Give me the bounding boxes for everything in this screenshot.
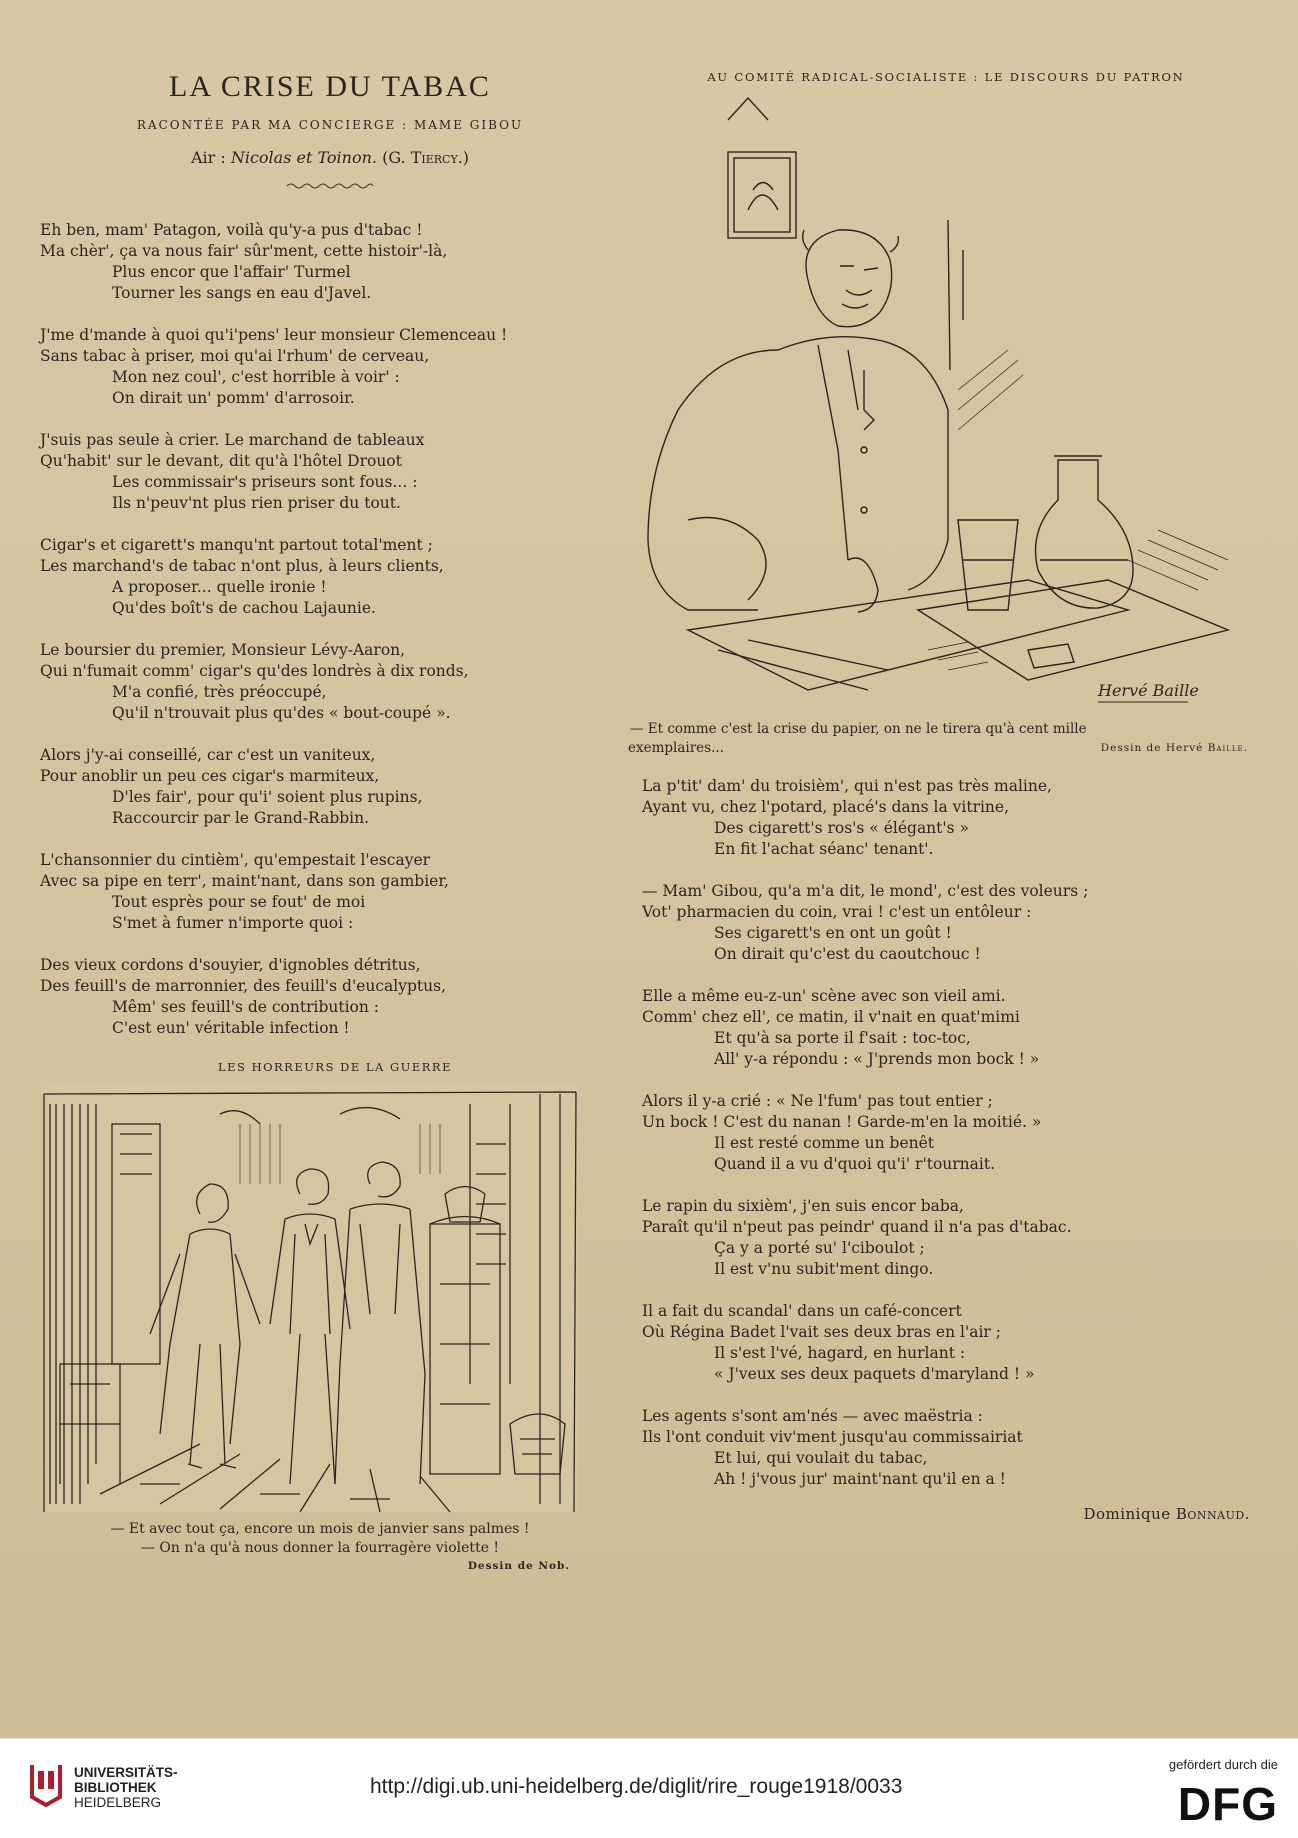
footer-bar: [0, 1738, 1298, 1838]
dfg-logo: DFG: [1177, 1778, 1278, 1830]
right-section-header: AU COMITÉ RADICAL-SOCIALISTE : LE DISCOURS DU PATRON: [707, 70, 1185, 84]
verse-line: Ils n'peuv'nt plus rien priser du tout.: [112, 494, 401, 512]
verse-line: Des vieux cordons d'souyier, d'ignobles détritus,: [40, 956, 421, 974]
subtitle: RACONTÉE PAR MA CONCIERGE : MAME GIBOU: [136, 118, 524, 132]
air-author-close: .): [457, 148, 470, 167]
artist-signature: Hervé Baille: [1098, 681, 1199, 700]
verse-line: L'chansonnier du cintièm', qu'empestait l'escayer: [40, 851, 431, 869]
war-credit: Dessin de Nob.: [467, 1560, 570, 1572]
verse-line: Plus encor que l'affair' Turmel: [112, 263, 351, 281]
stanza: [642, 986, 1268, 1070]
verse-line: Il est v'nu subit'ment dingo.: [714, 1260, 934, 1278]
air-author-open: (G.: [376, 148, 411, 167]
verse-line: J'suis pas seule à crier. Le marchand de tableaux: [40, 431, 425, 449]
stanza: [40, 430, 600, 514]
verse-line: Il est resté comme un benêt: [714, 1134, 935, 1152]
patron-caption: [628, 720, 1268, 758]
verse-line: Quand il a vu d'quoi qu'i' r'tournait.: [714, 1155, 996, 1173]
war-caption-line-1: — Et avec tout ça, encore un mois de janvier sans palmes !: [110, 1521, 530, 1537]
stanza: [642, 1406, 1268, 1490]
verse-line: All' y-a répondu : « J'prends mon bock ! »: [714, 1050, 1040, 1068]
verse-line: La p'tit' dam' du troisièm', qui n'est pas très maline,: [642, 777, 1052, 795]
verse-line: Et qu'à sa porte il f'sait : toc-toc,: [714, 1029, 971, 1047]
stanza: [642, 881, 1268, 965]
verse-line: En fit l'achat séanc' tenant'.: [714, 840, 934, 858]
verse-line: Ils l'ont conduit viv'ment jusqu'au commissairiat: [642, 1428, 1023, 1446]
stanza: [40, 745, 600, 829]
verse-line: Et lui, qui voulait du tabac,: [714, 1449, 928, 1467]
verse-line: Les marchand's de tabac n'ont plus, à leurs clients,: [40, 557, 444, 575]
war-caption-line-2: — On n'a qu'à nous donner la fourragère violette !: [140, 1540, 500, 1556]
verse-line: Qu'des boît's de cachou Lajaunie.: [112, 599, 376, 617]
left-column: [40, 70, 600, 1572]
author-last-name: Bonnaud: [1175, 1505, 1245, 1523]
swash-ornament: [60, 175, 600, 194]
stanza: [40, 640, 600, 724]
verse-line: M'a confié, très préoccupé,: [112, 683, 327, 701]
war-illustration-header: LES HORREURS DE LA GUERRE: [218, 1060, 452, 1074]
patron-credit-name: Baille: [1207, 742, 1244, 754]
institution-line-3: HEIDELBERG: [74, 1795, 162, 1810]
verse-line: Cigar's et cigarett's manqu'nt partout total'ment ;: [40, 536, 433, 554]
institution-line-1: UNIVERSITÄTS-: [74, 1765, 178, 1780]
patron-caption-line-2: exemplaires...: [628, 740, 724, 756]
institution-name: [74, 1765, 178, 1810]
verse-line: C'est eun' véritable infection !: [112, 1019, 350, 1037]
verse-line: « J'veux ses deux paquets d'maryland ! »: [714, 1365, 1035, 1383]
patron-credit-suffix: .: [1243, 742, 1248, 754]
verse-line: Ayant vu, chez l'potard, placé's dans la vitrine,: [642, 798, 1010, 816]
institution-line-2: BIBLIOTHEK: [74, 1780, 157, 1795]
patron-caption-row-2: [628, 739, 1268, 758]
author-first-name: Dominique: [1083, 1505, 1176, 1523]
verse-line: Il a fait du scandal' dans un café-concert: [642, 1302, 962, 1320]
verse-line: Avec sa pipe en terr', maint'nant, dans son gambier,: [40, 872, 449, 890]
university-logo-icon: [26, 1761, 66, 1811]
verse-line: Qu'habit' sur le devant, dit qu'à l'hôtel Drouot: [40, 452, 402, 470]
verse-line: Mêm' ses feuill's de contribution :: [112, 998, 380, 1016]
verse-line: D'les fair', pour qu'i' soient plus rupins,: [112, 788, 423, 806]
right-column: [628, 70, 1268, 1523]
verse-line: Les commissair's priseurs sont fous... :: [112, 473, 418, 491]
air-song: Nicolas et Toinon.: [230, 148, 377, 167]
air-author: Tiercy: [410, 148, 458, 167]
verse-line: Vot' pharmacien du coin, vrai ! c'est un entôleur :: [642, 903, 1032, 921]
verse-line: Alors j'y-ai conseillé, car c'est un vaniteux,: [40, 746, 376, 764]
funding-note: gefördert durch die: [1168, 1757, 1278, 1772]
air-prefix: Air :: [190, 148, 231, 167]
verse-line: Un bock ! C'est du nanan ! Garde-m'en la moitié. »: [642, 1113, 1042, 1131]
poem-left: [40, 220, 600, 1039]
verse-line: Des cigarett's ros's « élégant's »: [714, 819, 970, 837]
verse-line: A proposer... quelle ironie !: [112, 578, 327, 596]
stanza: [40, 535, 600, 619]
verse-line: Ah ! j'vous jur' maint'nant qu'il en a !: [714, 1470, 1006, 1488]
verse-line: Ma chèr', ça va nous fair' sûr'ment, cette histoir'-là,: [40, 242, 448, 260]
stanza: [40, 850, 600, 934]
verse-line: Ses cigarett's en ont un goût !: [714, 924, 952, 942]
verse-line: — Mam' Gibou, qu'a m'a dit, le mond', c'est des voleurs ;: [642, 882, 1089, 900]
verse-line: Qu'il n'trouvait plus qu'des « bout-coupé ».: [112, 704, 451, 722]
stanza: [642, 776, 1268, 860]
verse-line: Les agents s'sont am'nés — avec maëstria :: [642, 1407, 983, 1425]
poem-right: [642, 776, 1268, 1490]
stanza: [642, 1196, 1268, 1280]
permalink-url[interactable]: http://digi.ub.uni-heidelberg.de/diglit/rire_rouge1918/0033: [370, 1775, 903, 1798]
author-signature: [628, 1505, 1250, 1523]
verse-line: Alors il y-a crié : « Ne l'fum' pas tout entier ;: [642, 1092, 993, 1110]
patron-illustration: [628, 90, 1268, 710]
stanza: [642, 1301, 1268, 1385]
verse-line: Paraît qu'il n'peut pas peindr' quand il n'a pas d'tabac.: [642, 1218, 1072, 1236]
air-line: [60, 148, 600, 167]
author-end: .: [1244, 1505, 1250, 1523]
war-illustration: [40, 1084, 580, 1514]
stanza: [642, 1091, 1268, 1175]
verse-line: Elle a même eu-z-un' scène avec son vieil ami.: [642, 987, 1006, 1005]
verse-line: Tourner les sangs en eau d'Javel.: [112, 284, 372, 302]
verse-line: Sans tabac à priser, moi qu'ai l'rhum' de cerveau,: [40, 347, 430, 365]
verse-line: Des feuill's de marronnier, des feuill's d'eucalyptus,: [40, 977, 447, 995]
stanza: [40, 325, 600, 409]
verse-line: S'met à fumer n'importe quoi :: [112, 914, 354, 932]
verse-line: Comm' chez ell', ce matin, il v'nait en quat'mimi: [642, 1008, 1020, 1026]
verse-line: Où Régina Badet l'vait ses deux bras en l'air ;: [642, 1323, 1001, 1341]
stanza: [40, 220, 600, 304]
verse-line: Mon nez coul', c'est horrible à voir' :: [112, 368, 400, 386]
patron-caption-line-1: — Et comme c'est la crise du papier, on ne le tirera qu'à cent mille: [630, 721, 1087, 737]
verse-line: Il s'est l'vé, hagard, en hurlant :: [714, 1344, 966, 1362]
verse-line: On dirait un' pomm' d'arrosoir.: [112, 389, 355, 407]
verse-line: Qui n'fumait comm' cigar's qu'des londrès à dix ronds,: [40, 662, 469, 680]
verse-line: Pour anoblir un peu ces cigar's marmiteux,: [40, 767, 380, 785]
page-title: LA CRISE DU TABAC: [169, 70, 491, 103]
stanza: [40, 955, 600, 1039]
verse-line: Ça y a porté su' l'ciboulot ;: [714, 1239, 925, 1257]
verse-line: Raccourcir par le Grand-Rabbin.: [112, 809, 370, 827]
war-caption: [40, 1520, 600, 1558]
patron-credit: [1101, 739, 1268, 758]
verse-line: Eh ben, mam' Patagon, voilà qu'y-a pus d'tabac !: [40, 221, 423, 239]
patron-credit-prefix: Dessin de Hervé: [1100, 742, 1208, 754]
verse-line: Le rapin du sixièm', j'en suis encor baba,: [642, 1197, 964, 1215]
verse-line: Le boursier du premier, Monsieur Lévy-Aaron,: [40, 641, 406, 659]
verse-line: J'me d'mande à quoi qu'i'pens' leur monsieur Clemenceau !: [40, 326, 508, 344]
verse-line: Tout esprès pour se fout' de moi: [112, 893, 366, 911]
verse-line: On dirait qu'c'est du caoutchouc !: [714, 945, 981, 963]
